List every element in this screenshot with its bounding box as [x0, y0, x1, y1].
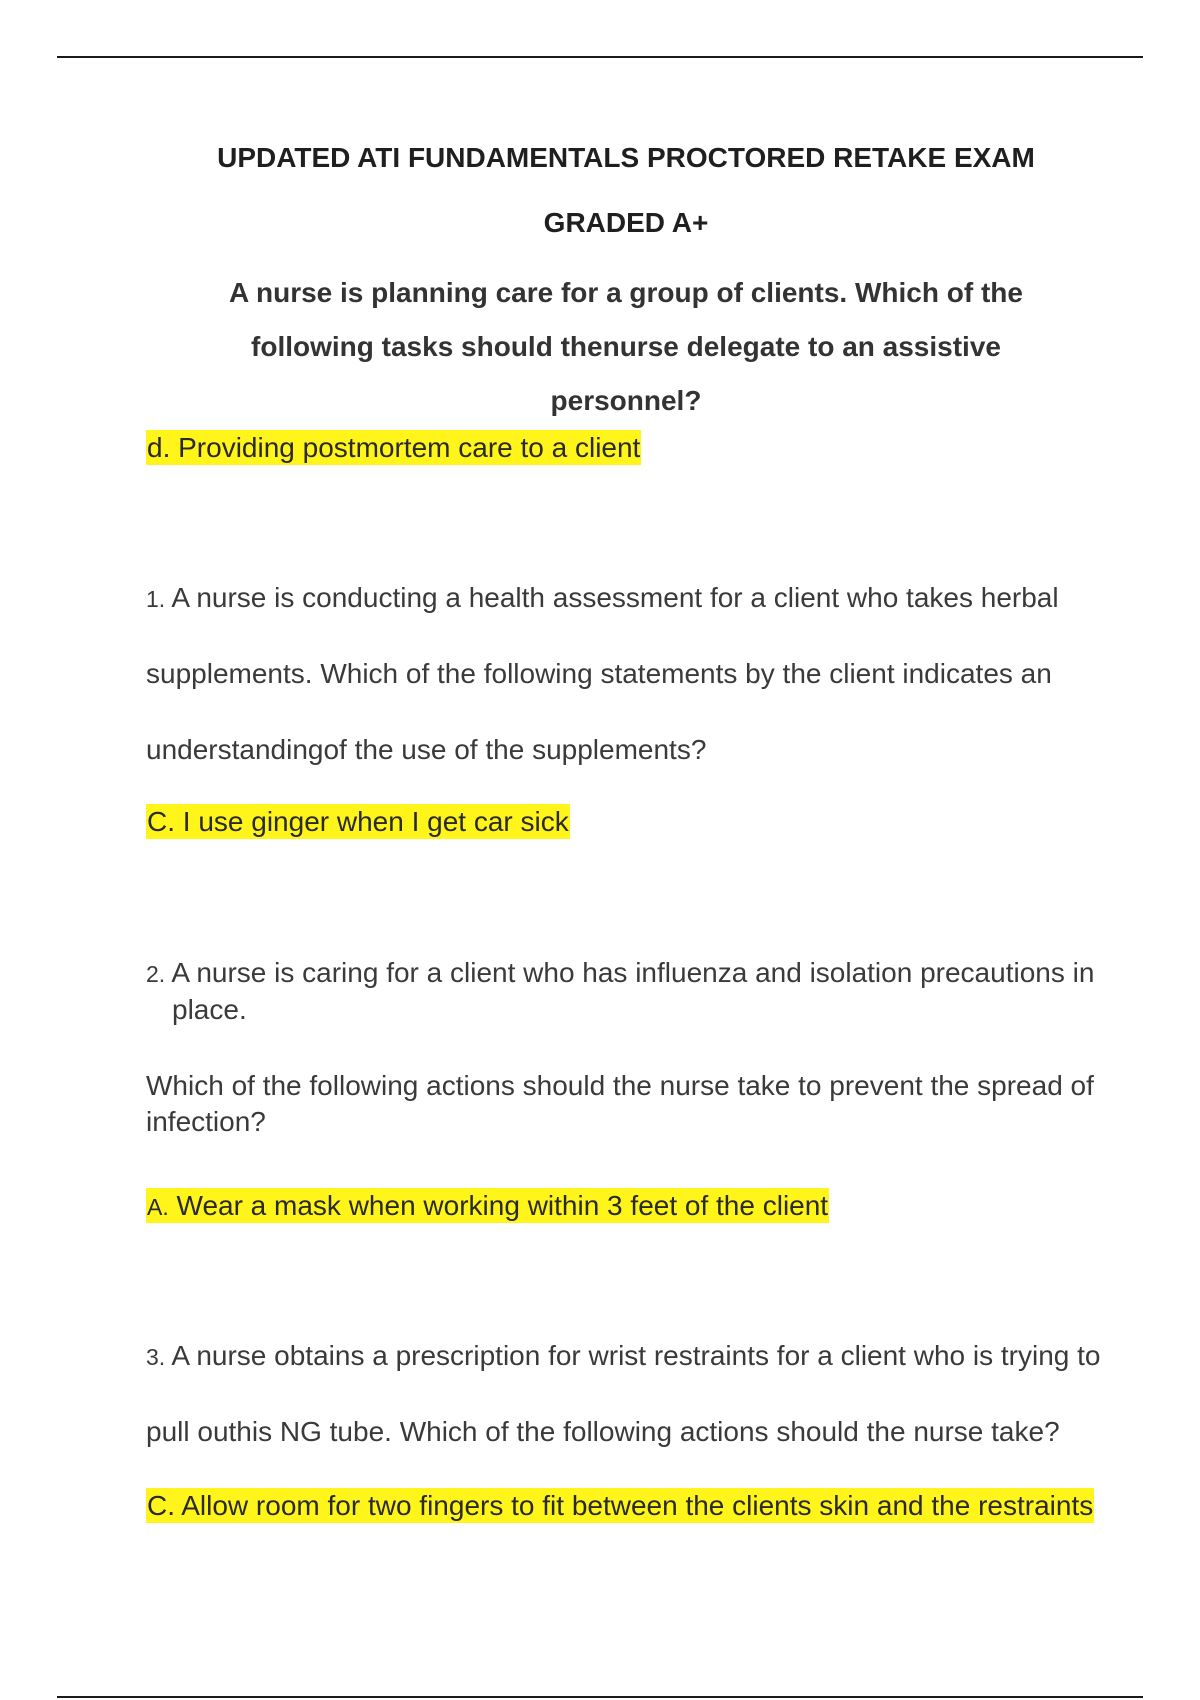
q1-number: 1. — [146, 586, 166, 612]
q2-answer-highlight — [146, 1188, 829, 1223]
q3-answer — [146, 1490, 1094, 1522]
q1-line1 — [146, 582, 1086, 614]
q2-answer — [146, 1190, 1086, 1222]
intro-answer-highlight: d. Providing postmortem care to a client — [147, 432, 641, 463]
q2-text-line1: A nurse is caring for a client who has influenza and isolation precautions in — [171, 957, 1095, 988]
q1-answer-highlight: C. I use ginger when I get car sick — [147, 806, 569, 837]
q1-text-line2: supplements. Which of the following statements by the client indicates an — [146, 658, 1052, 689]
q2-followup-line2: infection? — [146, 1106, 266, 1137]
q2-number: 2. — [146, 961, 166, 987]
q1-text-line3: understandingof the use of the supplements? — [146, 734, 707, 765]
q3-answer-highlight: C. Allow room for two fingers to fit between the clients skin and the restraints — [147, 1490, 1094, 1521]
q1-text-line1: A nurse is conducting a health assessment for a client who takes herbal — [171, 582, 1059, 613]
intro-answer — [146, 432, 1086, 464]
q2-followup-line1: Which of the following actions should the nurse take to prevent the spread of — [146, 1070, 1094, 1101]
bottom-rule — [57, 1696, 1143, 1698]
q3-text-line2: pull outhis NG tube. Which of the following actions should the nurse take? — [146, 1416, 1060, 1447]
top-rule — [57, 56, 1143, 58]
document-title-line2: GRADED A+ — [543, 207, 709, 238]
intro-question: A nurse is planning care for a group of clients. Which of the following tasks should thenurse delegate to an assistive personnel? — [229, 277, 1023, 416]
q2-answer-text: Wear a mask when working within 3 feet of the client — [176, 1190, 829, 1221]
q1-answer — [146, 806, 1086, 838]
q2-text-line2: place. — [172, 994, 247, 1025]
q2-line1 — [146, 957, 1095, 989]
q3-line1 — [146, 1340, 1101, 1372]
q3-number: 3. — [146, 1344, 166, 1370]
document-title-line1: UPDATED ATI FUNDAMENTALS PROCTORED RETAKE EXAM — [217, 142, 1035, 173]
q3-text-line1: A nurse obtains a prescription for wrist restraints for a client who is trying to — [171, 1340, 1101, 1371]
q2-answer-letter: A. — [147, 1194, 169, 1220]
